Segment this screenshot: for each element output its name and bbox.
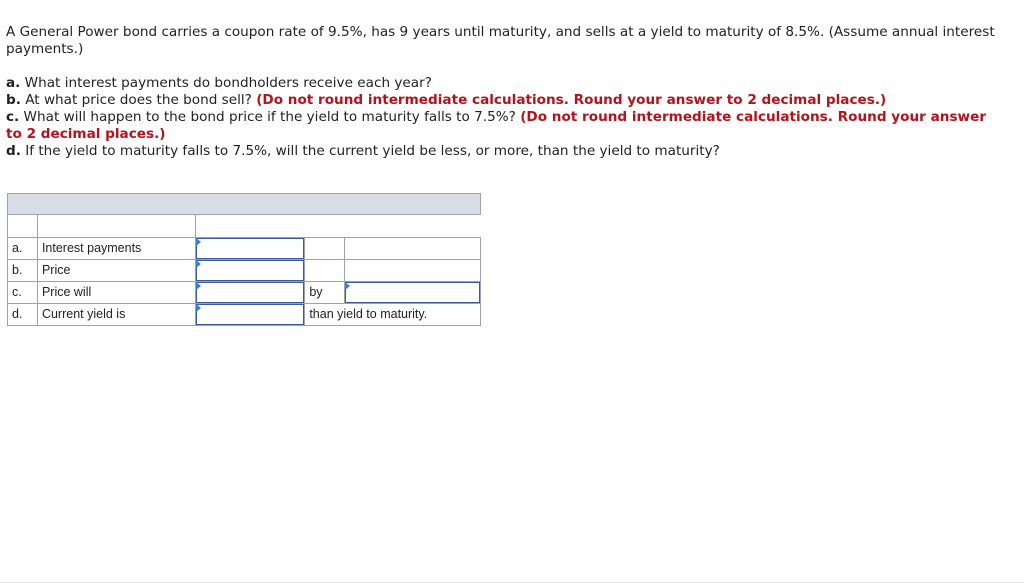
answer-input-cell [195, 303, 305, 325]
answer-input-cell [345, 281, 481, 303]
empty-cell [305, 237, 345, 259]
empty-cell [345, 259, 481, 281]
input-marker-icon [196, 282, 201, 290]
spacer-cell [8, 215, 38, 237]
row-label: Price [37, 259, 195, 281]
table-row [8, 259, 481, 281]
row-label: Interest payments [37, 237, 195, 259]
question-b-instruction: (Do not round intermediate calculations. Round your answer to 2 decimal places.) [256, 92, 887, 108]
row-letter: b. [8, 259, 38, 281]
row-letter: d. [8, 303, 38, 325]
price-input[interactable] [196, 260, 305, 281]
problem-intro: A General Power bond carries a coupon rate of 9.5%, has 9 years until maturity, and sells at a yield to maturity of 8.5%. (Assume annual interest payments.) [6, 24, 995, 57]
question-b [6, 92, 1006, 109]
problem-statement [6, 24, 1006, 160]
question-d-letter: d. [6, 143, 21, 159]
row-label: Current yield is [37, 303, 195, 325]
answer-table [7, 193, 481, 326]
answer-input-cell [195, 237, 305, 259]
row-letter: a. [8, 237, 38, 259]
input-marker-icon [196, 238, 201, 246]
price-change-direction-select[interactable] [196, 282, 305, 303]
price-change-amount-input[interactable] [345, 282, 480, 303]
input-marker-icon [196, 304, 201, 312]
question-a-text: What interest payments do bondholders receive each year? [20, 75, 432, 91]
table-row [8, 237, 481, 259]
answer-input-cell [195, 259, 305, 281]
row-after-text: than yield to maturity. [305, 303, 481, 325]
question-c-letter: c. [6, 109, 20, 125]
question-c-text: What will happen to the bond price if the yield to maturity falls to 7.5%? [19, 109, 521, 125]
question-b-letter: b. [6, 92, 21, 108]
divider [0, 582, 1024, 583]
spacer-cell [37, 215, 195, 237]
question-c-instruction: (Do not round intermediate calculations. Round your answer to 2 decimal places.) [6, 109, 987, 142]
empty-cell [345, 237, 481, 259]
question-a-letter: a. [6, 75, 21, 91]
question-b-text: At what price does the bond sell? [20, 92, 257, 108]
row-letter: c. [8, 281, 38, 303]
answer-grid [7, 215, 481, 326]
table-row [8, 281, 481, 303]
question-d [6, 143, 1006, 160]
interest-payments-input[interactable] [196, 238, 305, 259]
current-yield-comparison-select[interactable] [196, 304, 305, 325]
input-marker-icon [345, 282, 350, 290]
question-d-text: If the yield to maturity falls to 7.5%, will the current yield be less, or more, than the yield to maturity? [20, 143, 720, 159]
table-row [8, 215, 481, 237]
row-after-text: by [305, 281, 345, 303]
question-a [6, 75, 1006, 92]
row-label: Price will [37, 281, 195, 303]
question-c [6, 109, 1006, 143]
input-marker-icon [196, 260, 201, 268]
empty-cell [305, 259, 345, 281]
table-row [8, 303, 481, 325]
answer-input-cell [195, 281, 305, 303]
table-header-band [7, 193, 481, 215]
